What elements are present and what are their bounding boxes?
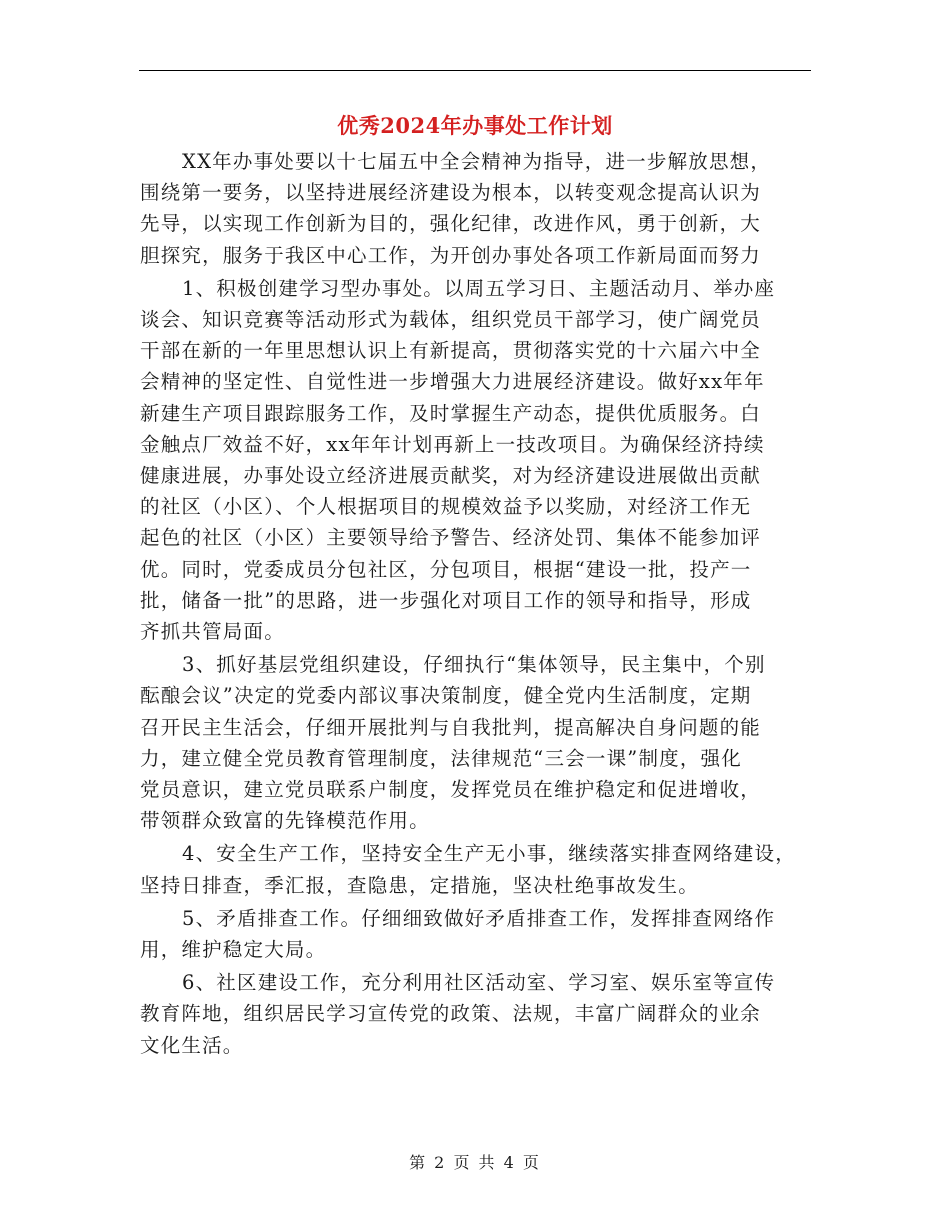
paragraph-line: 新建生产项目跟踪服务工作，及时掌握生产动态，提供优质服务。白 [140, 401, 762, 425]
paragraph-line: 4、安全生产工作，坚持安全生产无小事，继续落实排查网络建设， [182, 842, 796, 866]
paragraph-line: 文化生活。 [140, 1033, 244, 1057]
paragraph-line: 会精神的坚定性、自觉性进一步增强大力进展经济建设。做好xx年年 [140, 370, 765, 394]
paragraph-line: 谈会、知识竞赛等活动形式为载体，组织党员干部学习，使广阔党员 [140, 308, 762, 332]
paragraph-line: 党员意识，建立党员联系户制度，发挥党员在维护稳定和促进增收， [140, 778, 762, 802]
paragraph [140, 146, 812, 271]
header-rule [139, 70, 811, 71]
paragraph [140, 649, 812, 836]
paragraph-line: 坚持日排查，季汇报，查隐患，定措施，坚决杜绝事故发生。 [140, 873, 699, 897]
paragraph-line: 5、矛盾排查工作。仔细细致做好矛盾排查工作，发挥排查网络作 [182, 906, 776, 930]
paragraph [140, 273, 812, 647]
paragraph-line: 先导，以实现工作创新为目的，强化纪律，改进作风，勇于创新，大 [140, 212, 762, 236]
paragraph-line: 1、积极创建学习型办事处。以周五学习日、主题活动月、举办座 [182, 276, 776, 300]
paragraph-line: 健康进展，办事处设立经济进展贡献奖，对为经济建设进展做出贡献 [140, 464, 762, 488]
paragraph-line: 力，建立健全党员教育管理制度，法律规范“三会一课”制度，强化 [140, 746, 742, 770]
paragraph-line: 带领群众致富的先锋模范作用。 [140, 809, 430, 833]
paragraph-line: 的社区（小区）、个人根据项目的规模效益予以奖励，对经济工作无 [140, 495, 752, 519]
paragraph-line: 酝酿会议”决定的党委内部议事决策制度，健全党内生活制度，定期 [140, 684, 752, 708]
paragraph-line: 起色的社区（小区）主要领导给予警告、经济处罚、集体不能参加评 [140, 526, 762, 550]
paragraph-line: 围绕第一要务，以坚持进展经济建设为根本，以转变观念提高认识为 [140, 181, 762, 205]
paragraph [140, 967, 812, 1061]
paragraph-line: 优。同时，党委成员分包社区，分包项目，根据“建设一批，投产一 [140, 557, 752, 581]
document-body [140, 146, 812, 1063]
paragraph [140, 838, 812, 900]
page-number-footer: 第 2 页 共 4 页 [409, 1153, 541, 1172]
paragraph-line: 干部在新的一年里思想认识上有新提高，贯彻落实党的十六届六中全 [140, 339, 762, 363]
paragraph-line: 6、社区建设工作，充分利用社区活动室、学习室、娱乐室等宣传 [182, 971, 776, 995]
paragraph-line: 齐抓共管局面。 [140, 620, 285, 644]
paragraph-line: XX年办事处要以十七届五中全会精神为指导，进一步解放思想， [182, 150, 772, 173]
paragraph-line: 召开民主生活会，仔细开展批判与自我批判，提高解决自身问题的能 [140, 715, 762, 739]
paragraph-line: 批，储备一批”的思路，进一步强化对项目工作的领导和指导，形成 [140, 588, 752, 612]
paragraph-line: 教育阵地，组织居民学习宣传党的政策、法规，丰富广阔群众的业余 [140, 1002, 762, 1026]
paragraph-line: 胆探究，服务于我区中心工作，为开创办事处各项工作新局面而努力 [140, 243, 762, 267]
paragraph-line: 金触点厂效益不好，xx年年计划再新上一技改项目。为确保经济持续 [140, 432, 765, 456]
document-title: 优秀2024年办事处工作计划 [337, 113, 613, 138]
paragraph-line: 3、抓好基层党组织建设，仔细执行“集体领导，民主集中，个别 [182, 653, 766, 677]
paragraph [140, 903, 812, 965]
paragraph-line: 用，维护稳定大局。 [140, 938, 327, 962]
